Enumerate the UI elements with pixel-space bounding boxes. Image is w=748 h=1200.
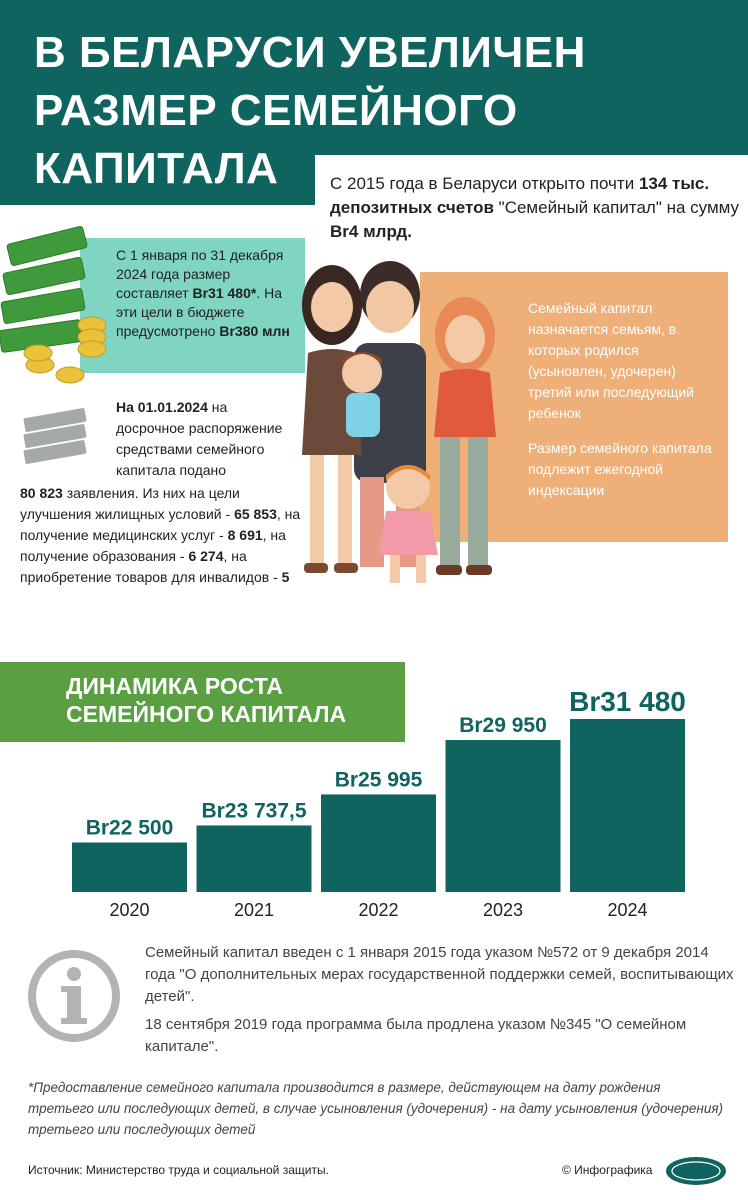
stats-medical: 8 691 (227, 527, 263, 543)
bar-2022 (321, 794, 436, 892)
tick-label-2021: 2021 (233, 900, 275, 920)
credit-text: © Инфографика (562, 1163, 653, 1177)
source-text: Источник: Министерство труда и социальной защиты. (28, 1163, 329, 1177)
stats-text-5: , на приобретение товаров для инвалидов - (20, 548, 278, 585)
size-text (116, 246, 301, 341)
bar-2023 (446, 740, 561, 892)
eligibility-text (528, 298, 718, 515)
stats-text-bottom (20, 483, 310, 588)
stats-education: 6 274 (188, 548, 224, 564)
stats-text-3: , на получение медицинских услуг - (20, 506, 301, 543)
eligibility-p2: Размер семейного капитала подлежит ежегодной индексации (528, 440, 712, 498)
value-label-2022: Br25 995 (334, 768, 423, 792)
tick-label-2022: 2022 (358, 900, 399, 920)
belta-logo (664, 1155, 728, 1187)
footnote: *Предоставление семейного капитала производится в размере, действующем на дату рождения третьего или последующих детей, в случае усыновления (удочерения) - на дату усыновления (удочерения) третьего или последующих детей (28, 1080, 724, 1137)
stats-text-4: , на получение образования - (20, 527, 286, 564)
intro-accounts: 134 тыс. депозитных счетов (330, 174, 710, 217)
info-icon (26, 948, 122, 1044)
stats-housing: 65 853 (234, 506, 277, 522)
value-label-2024: Br31 480 (569, 686, 686, 717)
stats-disabled: 5 (281, 569, 290, 585)
value-label-2023: Br29 950 (459, 714, 547, 738)
bar-2024 (570, 719, 685, 892)
title-line-1: В БЕЛАРУСИ УВЕЛИЧЕН (34, 28, 586, 77)
size-amount: Br31 480* (192, 285, 257, 301)
money-stack-icon (0, 225, 115, 395)
info-text-2: 18 сентября 2019 года программа была продлена указом №345 "О семейном капитале". (145, 1016, 687, 1055)
tick-label-2023: 2023 (482, 900, 524, 920)
eligibility-p1: Семейный капитал назначается семьям, в которых родился (усыновлен, удочерен) третий или последующий ребенок (528, 300, 695, 421)
woman-right-figure (434, 297, 496, 575)
intro-text-1: С 2015 года в Беларуси открыто почти (330, 174, 635, 193)
intro-text-2: "Семейный капитал" на сумму (498, 198, 740, 217)
tick-label-2020: 2020 (109, 900, 150, 920)
title-line-3: КАПИТАЛА (34, 144, 279, 193)
stats-text-top (116, 397, 296, 481)
stats-date: На 01.01.2024 (116, 399, 208, 415)
stats-text-1: на досрочное распоряжение средствами семейного капитала подано (116, 399, 283, 478)
value-label-2021: Br23 737,5 (201, 799, 307, 823)
intro-text (330, 172, 740, 244)
size-text-1: С 1 января по 31 декабря 2024 года размер составляет (116, 247, 284, 301)
info-text-1: Семейный капитал введен с 1 января 2015 года указом №572 от 9 декабря 2014 года "О дополнительных мерах государственной поддержки семей, воспитывающих детей". (145, 944, 734, 1005)
stats-text-2: заявления. Из них на цели улучшения жилищных условий - (20, 485, 240, 522)
tick-label-2024: 2024 (607, 900, 648, 920)
value-label-2020: Br22 500 (85, 816, 174, 840)
title-line-2: РАЗМЕР СЕМЕЙНОГО (34, 86, 518, 135)
family-illustration (290, 255, 530, 590)
stats-total: 80 823 (20, 485, 63, 501)
chart-title-line-2: СЕМЕЙНОГО КАПИТАЛА (66, 701, 347, 727)
bar-2021 (197, 825, 312, 892)
budget-amount: Br380 млн (219, 323, 290, 339)
chart-title-line-1: ДИНАМИКА РОСТА (66, 673, 284, 699)
size-text-2: . На эти цели в бюджете предусмотрено (116, 285, 282, 339)
banknotes-icon (20, 405, 92, 467)
intro-sum: Br4 млрд. (330, 222, 412, 241)
bar-2020 (72, 842, 187, 892)
bar-chart (0, 660, 748, 930)
